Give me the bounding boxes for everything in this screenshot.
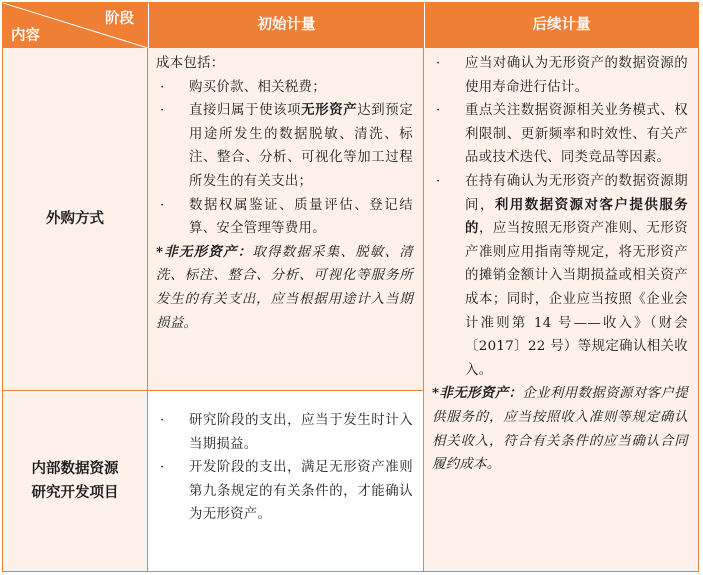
row-label-internal-line1: 内部数据资源 [31,461,119,477]
row-header-purchase [3,48,148,391]
bullet-icon: · [436,103,441,119]
bullet-icon: · [160,197,165,213]
list-item: · 在持有确认为无形资产的数据资源期间，利用数据资源对客户提供服务的，应当按照无形资产准则、无形资产准则应用指南等规定，将无形资产的摊销金额计入当期损益或相关资产成本；同时，企业应当按照《企业会计准则第 14 号——收入》（财会〔2017〕22 号）等规定确认相关收入。 [432,170,688,382]
bold-term: 利用数据资源对客户提供服务的 [465,197,688,237]
non-intangible-note: *非无形资产：取得数据采集、脱敏、清洗、标注、整合、分析、可视化等服务所发生的有关支出，应当根据用途计入当期损益。 [156,243,413,331]
initial-purchase-cell [148,48,424,391]
header-diagonal-cell [3,3,148,48]
list-item: · 直接归属于使该项无形资产达到预定用途所发生的数据脱敏、清洗、标注、整合、分析、可视化等加工过程所发生的有关支出； [156,99,413,193]
bullet-icon: · [160,413,165,428]
bullet-icon: · [436,56,441,71]
bullet-icon: · [160,460,165,476]
row-label-purchase: 外购方式 [46,211,104,227]
non-intangible-note: *非无形资产：企业利用数据资源对客户提供服务的，应当按照收入准则等规定确认相关收入，符合有关条件的应当确认合同履约成本。 [432,385,688,473]
note-label: *非无形资产： [156,243,253,260]
col-header-initial: 初始计量 [148,3,424,48]
subsequent-cell [424,48,698,571]
bullet-icon: · [160,79,165,95]
list-item: · 研究阶段的支出，应当于发生时计入当期损益。 [156,409,413,456]
content-label: 内容 [11,28,40,44]
bullet-icon: · [160,103,165,119]
accounting-table [2,2,699,572]
list-item: · 购买价款、相关税费； [156,76,413,100]
bullet-icon: · [436,173,441,189]
note-label: *非无形资产： [432,385,523,402]
list-item: · 开发阶段的支出，满足无形资产准则第九条规定的有关条件的，才能确认为无形资产。 [156,456,413,527]
list-item: · 重点关注数据资源相关业务模式、权利限制、更新频率和时效性、有关产品或技术迭代、同类竞品等因素。 [432,99,688,170]
bold-term: 无形资产 [301,103,358,119]
list-item: · 应当对确认为无形资产的数据资源的使用寿命进行估计。 [432,52,688,99]
list-item: · 数据权属鉴证、质量评估、登记结算、安全管理等费用。 [156,194,413,241]
col-header-subsequent: 后续计量 [424,3,698,48]
row-header-internal [3,391,148,571]
initial-internal-cell [148,391,424,571]
cost-lead: 成本包括： [156,56,225,71]
stage-label: 阶段 [105,11,134,27]
row-label-internal-line2: 研究开发项目 [31,485,119,501]
